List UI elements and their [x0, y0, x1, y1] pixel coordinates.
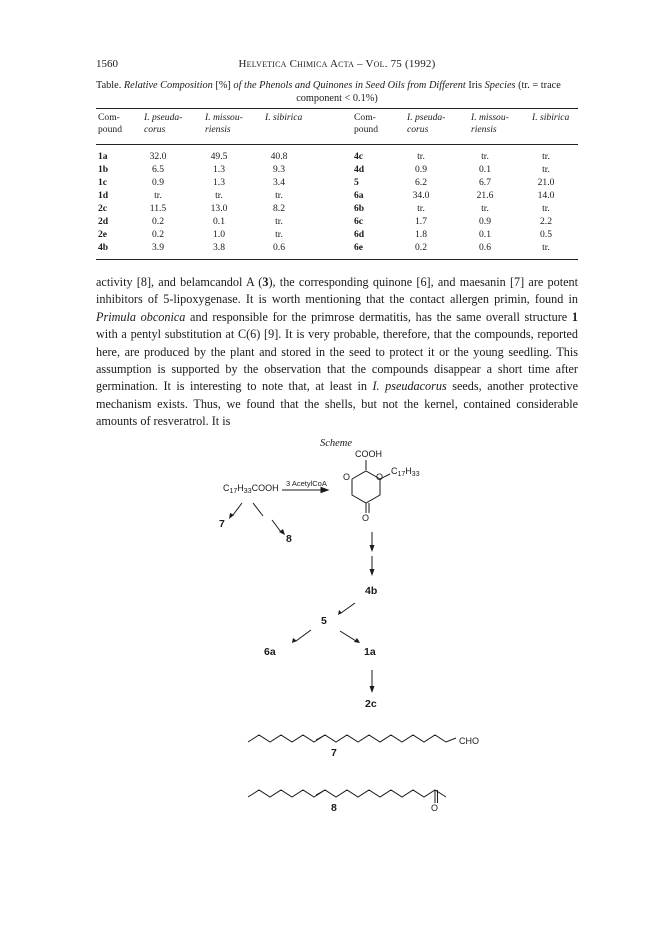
arrowhead-down-2: [370, 569, 375, 576]
sibirica-value: tr.: [275, 216, 283, 227]
compound-4b-label: 4b: [365, 585, 378, 597]
sibirica-value: 2.2: [540, 216, 552, 227]
compound-cell: 6a: [354, 190, 364, 201]
caption-italic-3: Species: [484, 80, 516, 91]
compound-cell: 1c: [98, 177, 108, 188]
compound-cell: 1d: [98, 190, 109, 201]
header-pseudacorus-left: I. pseuda- corus: [144, 112, 183, 135]
missouriensis-value: 49.5: [210, 151, 228, 162]
missouriensis-value: 0.1: [479, 164, 491, 175]
header-sibirica-right: I. sibirica: [532, 112, 570, 123]
reagent-label: 3 AcetylCoA: [286, 479, 327, 488]
compound-5-label: 5: [321, 615, 327, 627]
header-compound-left: Com- pound: [98, 112, 122, 135]
missouriensis-value: 21.6: [476, 190, 494, 201]
pseudacorus-value: 32.0: [149, 151, 167, 162]
arrow-to-8-b: [272, 520, 281, 532]
sibirica-value: tr.: [542, 164, 550, 175]
pseudacorus-value: 0.2: [152, 229, 164, 240]
compound-cell: 1b: [98, 164, 109, 175]
caption-italic: Relative Composition: [123, 80, 213, 91]
carbonyl-oxygen: O: [362, 513, 370, 523]
aldehyde-chain: [248, 735, 456, 742]
pseudacorus-value: 1.7: [415, 216, 427, 227]
compound-cell: 5: [354, 177, 359, 188]
header-pseudacorus-right: I. pseuda- corus: [407, 112, 446, 135]
ketone-chain: [248, 790, 446, 797]
pseudacorus-value: tr.: [417, 151, 425, 162]
sibirica-value: 0.5: [540, 229, 552, 240]
missouriensis-value: 0.1: [213, 216, 225, 227]
missouriensis-value: tr.: [481, 203, 489, 214]
caption-prefix: Table.: [96, 80, 122, 91]
sibirica-value: tr.: [275, 190, 283, 201]
pseudacorus-value: 6.2: [415, 177, 427, 188]
pseudacorus-value: 3.9: [152, 242, 164, 253]
pseudacorus-value: tr.: [417, 203, 425, 214]
journal-title: Helvetica Chimica Acta – Vol. 75 (1992): [238, 58, 436, 70]
pseudacorus-value: tr.: [154, 190, 162, 201]
header-sibirica-left: I. sibirica: [265, 112, 303, 123]
ketone-oxygen: O: [431, 803, 439, 813]
header-compound-right: Com- pound: [354, 112, 378, 135]
pseudacorus-value: 1.8: [415, 229, 427, 240]
arrowhead-down-3: [370, 686, 375, 693]
arrow-4b-to-5: [341, 603, 355, 613]
sibirica-value: 9.3: [273, 164, 285, 175]
header-missouriensis-left: I. missou- riensis: [205, 112, 243, 135]
sibirica-value: tr.: [542, 242, 550, 253]
missouriensis-value: 0.9: [479, 216, 491, 227]
header-missouriensis-right: I. missou- riensis: [471, 112, 509, 135]
sibirica-value: 14.0: [537, 190, 555, 201]
missouriensis-value: 13.0: [210, 203, 228, 214]
sibirica-value: 8.2: [273, 203, 285, 214]
fatty-acid-formula: $C_{17}H_{33}COOH$: [223, 483, 279, 495]
arrow-to-8-a: [253, 503, 263, 516]
pseudacorus-value: 0.9: [152, 177, 164, 188]
missouriensis-value: tr.: [215, 190, 223, 201]
page-number: 1560: [96, 58, 118, 70]
double-bond-8: [316, 790, 325, 795]
cooh-label: COOH: [355, 449, 382, 459]
arrowhead-to-6a: [292, 638, 297, 643]
compound-cell: 6b: [354, 203, 365, 214]
caption-roman: Iris: [468, 80, 483, 91]
sibirica-value: tr.: [542, 151, 550, 162]
missouriensis-value: 1.3: [213, 177, 225, 188]
arrow-5-to-6a: [296, 630, 311, 641]
compound-cell: 6c: [354, 216, 364, 227]
arrow-to-7: [233, 503, 242, 515]
compound-cell: 1a: [98, 151, 108, 162]
arrowhead-to-5: [338, 610, 342, 615]
compound-1a-label: 1a: [364, 646, 376, 658]
sibirica-value: 40.8: [270, 151, 288, 162]
compound-cell: 2d: [98, 216, 109, 227]
reaction-arrow-head: [321, 488, 328, 493]
compound-cell: 2e: [98, 229, 108, 240]
pseudacorus-value: 0.2: [152, 216, 164, 227]
compound-cell: 4d: [354, 164, 365, 175]
compound-2c-label: 2c: [365, 698, 377, 710]
caption-end: (tr. = trace: [518, 80, 561, 91]
missouriensis-value: 0.1: [479, 229, 491, 240]
sibirica-value: tr.: [542, 203, 550, 214]
missouriensis-value: 1.0: [213, 229, 225, 240]
caption-mid: [%]: [215, 80, 231, 91]
aldehyde-cho: CHO: [459, 736, 479, 746]
ring-oxygen-left: O: [343, 472, 351, 482]
pseudacorus-value: 34.0: [412, 190, 430, 201]
compound-cell: 6e: [354, 242, 364, 253]
missouriensis-value: 1.3: [213, 164, 225, 175]
compound-cell: 4b: [98, 242, 109, 253]
ring-oxygen-right: O: [376, 472, 384, 482]
missouriensis-value: 0.6: [479, 242, 491, 253]
sibirica-value: 21.0: [537, 177, 555, 188]
caption-line-2: component < 0.1%): [296, 93, 378, 104]
side-chain-formula: $C_{17}H_{33}$: [391, 466, 420, 478]
compound-6a-label: 6a: [264, 646, 276, 658]
compound-8-label: 8: [286, 533, 292, 545]
pseudacorus-value: 0.2: [415, 242, 427, 253]
pseudacorus-value: 6.5: [152, 164, 164, 175]
missouriensis-value: 6.7: [479, 177, 491, 188]
double-bond-7: [316, 735, 325, 740]
structure-8-label: 8: [331, 802, 337, 814]
compound-cell: 2c: [98, 203, 108, 214]
compound-7-label: 7: [219, 518, 225, 530]
structure-7-label: 7: [331, 747, 337, 759]
missouriensis-value: tr.: [481, 151, 489, 162]
pseudacorus-value: 0.9: [415, 164, 427, 175]
arrow-5-to-1a: [340, 631, 356, 641]
missouriensis-value: 3.8: [213, 242, 225, 253]
sibirica-value: 3.4: [273, 177, 285, 188]
compound-cell: 4c: [354, 151, 364, 162]
arrowhead-down-1: [370, 545, 375, 552]
body-paragraph: activity [8], and belamcandol A (3), the corresponding quinone [6], and maesanin [7] are potent inhibitors of 5-lipoxygenase. It is worth mentioning that the contact allergen primin, found in Primula obconica and responsible for the primrose dermatitis, has the same overall structure 1 with a pentyl substitution at C(6) [9]. It is very probable, therefore, that the compounds, reported here, are produced by the plant and stored in the seed to protect it or the young seedling. This assumption is supported by the observation that the compounds disappear a short time after germination. It is interesting to note that, at least in I. pseudacorus seeds, another protective mechanism exists. Thus, we found that the shells, but not the kernel, contained considerable amounts of resveratrol. It is: [96, 275, 579, 429]
sibirica-value: tr.: [275, 229, 283, 240]
scheme-title: Scheme: [319, 438, 353, 449]
compound-cell: 6d: [354, 229, 365, 240]
caption-italic-2: of the Phenols and Quinones in Seed Oils from Different: [233, 80, 466, 91]
pseudacorus-value: 11.5: [149, 203, 167, 214]
sibirica-value: 0.6: [273, 242, 285, 253]
